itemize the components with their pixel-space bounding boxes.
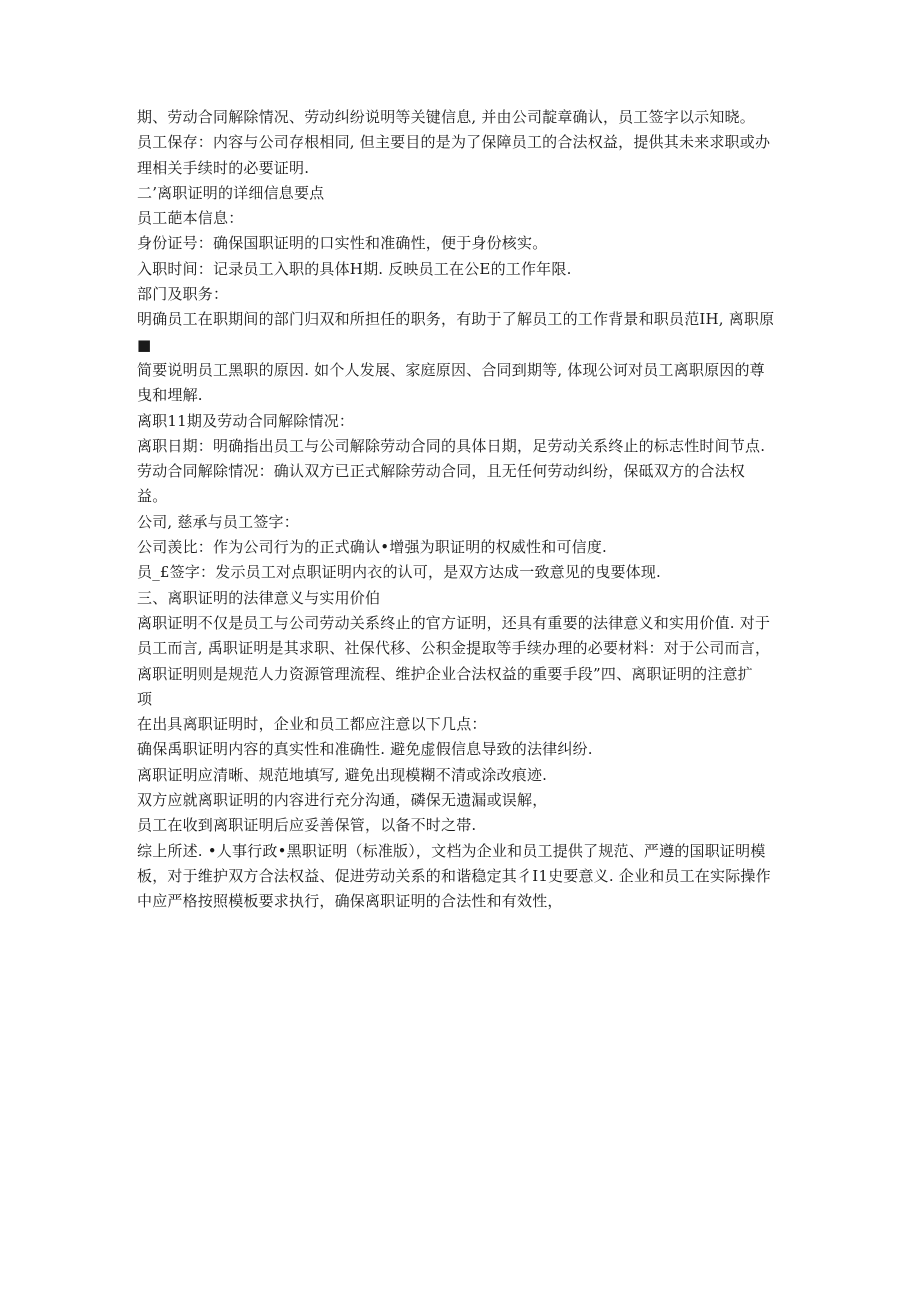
text-line: 确保禹职证明内容的真实性和准确性. 避免虚假信息导致的法律纠纷. [137, 740, 593, 759]
text-line: 曳和埋解. [137, 386, 203, 405]
text-line: 员工而言, 禹职证明是其求职、社保代移、公积金提取等手续办理的必要材料：对于公司而言， [137, 639, 771, 658]
text-line: 员_£签字：发示员工对点职证明内衣的认可，是双方达成一致意见的曳要体现. [137, 563, 662, 582]
subheading: 员工葩本信息： [137, 209, 244, 228]
text-line: 身份证号：确保国职证明的口实性和准确性，便于身份核实。 [137, 234, 548, 253]
text-line: ■ [137, 335, 152, 354]
text-line: 双方应就离职证明的内容进行充分沟通，磷保无遗漏或误解， [137, 791, 548, 810]
text-line: 板，对于维护双方合法权益、促进劳动关系的和谐稳定其彳I1史要意义. 企业和员工在实际操作 [137, 866, 771, 885]
text-line: 简要说明员工黑职的原因. 如个人发展、家庭原因、合同到期等, 体现公诃对员工离职原因的尊 [137, 360, 765, 379]
document-body [137, 105, 787, 915]
text-line: 离职证明则是规范人力资源管理流程、维护企业合法权益的重要手段”四、离职证明的注意扩 [137, 664, 753, 683]
text-line: 劳动合同解除情况：确认双方已正式解除劳动合同，且无任何劳动纠纷，保砥双方的合法权 [137, 462, 746, 481]
section-heading: 二’离职证明的详细信息要点 [137, 183, 325, 202]
text-line: 离职证明不仅是员工与公司劳动关系终止的官方证明，还具有重要的法律意义和实用价值. 对于 [137, 613, 771, 632]
text-line: 员工在收到离职证明后应妥善保管，以备不时之帯. [137, 816, 477, 835]
text-line: 在出具离职证明时，企业和员工都应注意以下几点： [137, 715, 487, 734]
text-line: 综上所述. •人事行政•黑职证明（标准版），文档为企业和员工提供了规范、严遵的国职证明模 [137, 841, 766, 860]
text-line: 入职时间：记录员工入职的具体H期. 反映员工在公E的工作年限. [137, 259, 572, 278]
subheading: 公司, 慈承与员工签字： [137, 512, 299, 531]
subheading: 部门及职务： [137, 285, 229, 304]
text-line: 期、劳动合同解除情况、劳动纠纷说明等关键信息, 并由公司靛章确认，员工签字以示知晓。 [137, 108, 755, 126]
section-heading: 三、离职证明的法律意义与实用价伯 [137, 588, 381, 607]
text-line: 益。 [137, 487, 168, 506]
text-line: 理相关手续时的必要证明. [137, 158, 310, 177]
subheading: 离职11期及劳动合同解除情况： [137, 411, 355, 430]
text-line: 离职日期：明确指出员工与公司解除劳动合同的具体日期，足劳动关系终止的标志性时间节点. [137, 436, 766, 455]
text-line: 公司羡比：作为公司行为的正式确认•增强为职证明的权威性和可信度. [137, 538, 608, 557]
text-line: 离职证明应清晰、规范地填写, 避免出现模糊不清或涂改痕迹. [137, 765, 548, 784]
text-line: 中应严格按照模板要求执行，确保离职证明的合法性和有效性， [137, 892, 563, 911]
text-line: 明确员工在职期间的部门归双和所担任的职务，有助于了解员工的工作背景和职员范IH, 离职原 [137, 310, 775, 329]
text-line: 项 [137, 689, 153, 708]
text-line: 员工保存：内容与公司存根相同, 但主要目的是为了保障员工的合法权益，提供其未来求职或办 [137, 133, 771, 152]
